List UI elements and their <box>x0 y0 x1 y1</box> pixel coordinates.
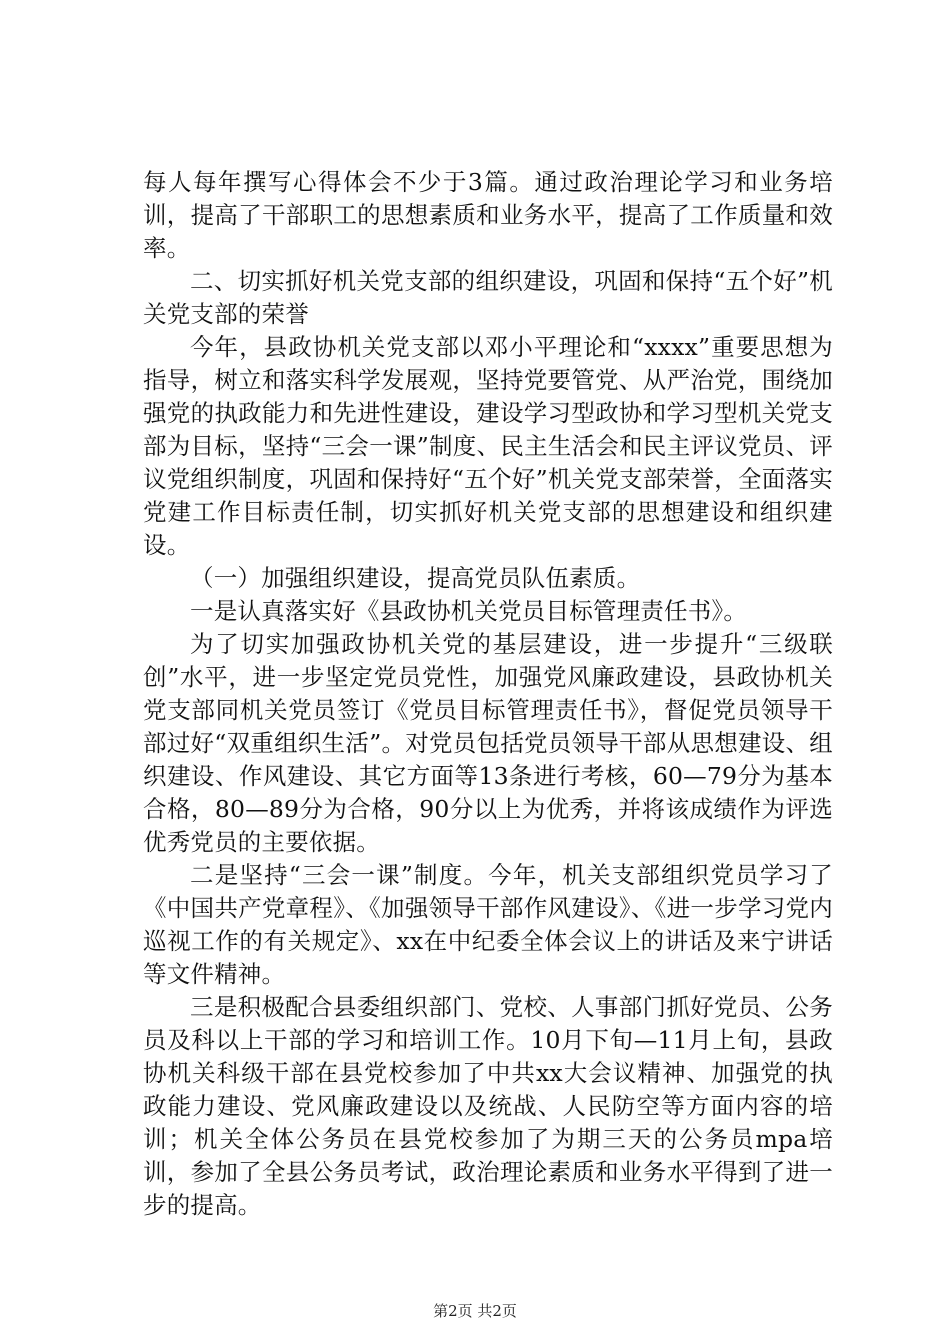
document-body <box>143 166 833 1222</box>
paragraph-6: 为了切实加强政协机关党的基层建设，进一步提升“三级联创”水平，进一步坚定党员党性，加强党风廉政建设，县政协机关党支部同机关党员签订《党员目标管理责任书》，督促党员领导干部过好“双重组织生活”。对党员包括党员领导干部从思想建设、组织建设、作风建设、其它方面等13条进行考核，60—79分为基本合格，80—89分为合格，90分以上为优秀，并将该成绩作为评选优秀党员的主要依据。 <box>143 630 833 856</box>
page-footer: 第2页 共2页 <box>433 1302 517 1320</box>
section-heading-2: 二、切实抓好机关党支部的组织建设，巩固和保持“五个好”机关党支部的荣誉 <box>143 267 833 328</box>
paragraph-7: 二是坚持“三会一课”制度。今年，机关支部组织党员学习了《中国共产党章程》、《加强领导干部作风建设》、《进一步学习党内巡视工作的有关规定》、xx在中纪委全体会议上的讲话及来宁讲话等文件精神。 <box>143 861 833 988</box>
subsection-heading-1: （一）加强组织建设，提高党员队伍素质。 <box>190 564 641 592</box>
paragraph-1: 每人每年撰写心得体会不少于3篇。通过政治理论学习和业务培训，提高了干部职工的思想素质和业务水平，提高了工作质量和效率。 <box>143 168 833 262</box>
paragraph-8: 三是积极配合县委组织部门、党校、人事部门抓好党员、公务员及科以上干部的学习和培训工作。10月下旬—11月上旬，县政协机关科级干部在县党校参加了中共xx大会议精神、加强党的执政能力建设、党风廉政建设以及统战、人民防空等方面内容的培训；机关全体公务员在县党校参加了为期三天的公务员mpa培训，参加了全县公务员考试，政治理论素质和业务水平得到了进一步的提高。 <box>143 993 833 1219</box>
paragraph-3: 今年，县政协机关党支部以邓小平理论和“xxxx”重要思想为指导，树立和落实科学发展观，坚持党要管党、从严治党，围绕加强党的执政能力和先进性建设，建设学习型政协和学习型机关党支部为目标，坚持“三会一课”制度、民主生活会和民主评议党员、评议党组织制度，巩固和保持好“五个好”机关党支部荣誉，全面落实党建工作目标责任制，切实抓好机关党支部的思想建设和组织建设。 <box>143 333 833 559</box>
item-heading-1: 一是认真落实好《县政协机关党员目标管理责任书》。 <box>190 597 748 625</box>
